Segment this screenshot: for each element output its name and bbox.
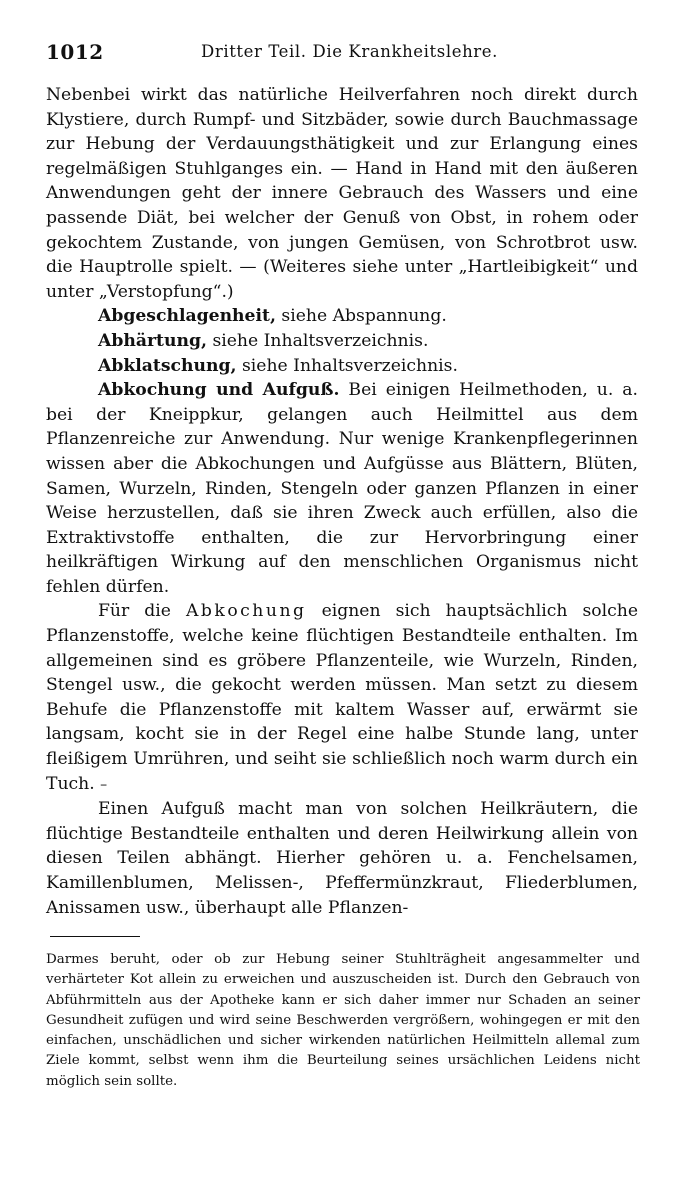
footnote-text: Darmes beruht, oder ob zur Hebung seiner Stuhlträgheit angesammelter und verhärteter Kot allein zu erweichen und auszuscheiden ist. Durch den Gebrauch von Abführmitteln aus der Apotheke kann er sich daher immer nur Schaden an seiner Gesundheit zufügen und wird seine Beschwerden vergrößern, wohingegen er mit den einfachen, unschädlichen und sicher wirkenden natürlichen Heilmitteln allemal zum Ziele kommt, selbst wenn ihm die Beurteilung seines ursächlichen Leidens nicht möglich sein sollte. <box>46 952 640 1089</box>
headword: Abgeschlagenheit, <box>98 306 276 327</box>
paragraph-abkochung <box>46 599 638 797</box>
headword: Abklatschung, <box>98 355 237 376</box>
entry-text: siehe Inhaltsverzeichnis. <box>206 330 429 351</box>
text-segment: Für die <box>98 601 186 622</box>
page-number: 1012 <box>46 40 104 64</box>
headword: Abhärtung, <box>98 330 207 351</box>
entry-text: siehe Abspannung. <box>275 306 447 327</box>
entry-abklatschung <box>98 354 638 379</box>
entry-abgeschlagenheit <box>98 304 638 329</box>
running-head: Dritter Teil. Die Krankheitslehre. <box>201 42 499 61</box>
headword: Abkochung und Aufguß. <box>98 380 340 401</box>
entry-text: Bei einigen Heilmethoden, u. a. bei der Kneippkur, gelangen auch Heilmittel aus dem Pflanzenreiche zur Anwendung. Nur wenige Krankenpflegerinnen wissen aber die Abkochungen und Aufgüsse aus Blättern, Blüten, Samen, Wurzeln, Rinden, Stengeln oder ganzen Pflanzen in einer Weise herzustellen, daß sie ihren Zweck auch erfüllen, also die Extraktivstoffe enthalten, die zur Hervorbringung einer heilkräftigen Wirkung auf den menschlichen Organismus nicht fehlen dürfen. <box>46 380 638 597</box>
stray-mark: – <box>100 776 108 793</box>
text-segment: eignen sich hauptsächlich solche Pflanzenstoffe, welche keine flüchtigen Bestandteile enthalten. Im allgemeinen sind es gröbere Pflanzenteile, wie Wurzeln, Rinden, Stengel usw., die gekocht werden müssen. Man setzt zu diesem Behufe die Pflanzenstoffe mit kaltem Wasser auf, erwärmt sie langsam, kocht sie in der Regel eine halbe Stunde lang, unter fleißigem Umrühren, und seiht sie schließlich noch warm durch ein Tuch. <box>46 601 638 794</box>
emphasized-term: Abkochung <box>186 601 307 622</box>
entry-text: siehe Inhaltsverzeichnis. <box>236 355 458 376</box>
footnote-rule <box>50 936 140 937</box>
paragraph-constipation-treatment: Nebenbei wirkt das natürliche Heilverfahren noch direkt durch Klystiere, durch Rumpf- und Sitzbäder, sowie durch Bauchmassage zur Hebung der Verdauungsthätigkeit und zur Erlangung eines regelmäßigen Stuhlganges ein. — Hand in Hand mit den äußeren Anwendungen geht der innere Gebrauch des Wassers und eine passende Diät, bei welcher der Genuß von Obst, in rohem oder gekochtem Zustande, von jungen Gemüsen, von Schrotbrot usw. die Hauptrolle spielt. — (Weiteres siehe unter „Hartleibigkeit“ und unter „Verstopfung“.) <box>46 85 638 302</box>
paragraph-aufguss: Einen Aufguß macht man von solchen Heilkräutern, die flüchtige Bestandteile enthalten und deren Heilwirkung allein von diesen Teilen abhängt. Hierher gehören u. a. Fenchelsamen, Kamillenblumen, Melissen-, Pfeffermünzkraut, Fliederblumen, Anissamen usw., überhaupt alle Pflanzen- <box>46 799 638 918</box>
entry-abhaertung <box>98 329 638 354</box>
page-header <box>46 40 636 68</box>
footnote <box>46 950 640 1092</box>
main-text <box>46 83 638 920</box>
entry-abkochung-und-aufguss <box>46 378 638 599</box>
